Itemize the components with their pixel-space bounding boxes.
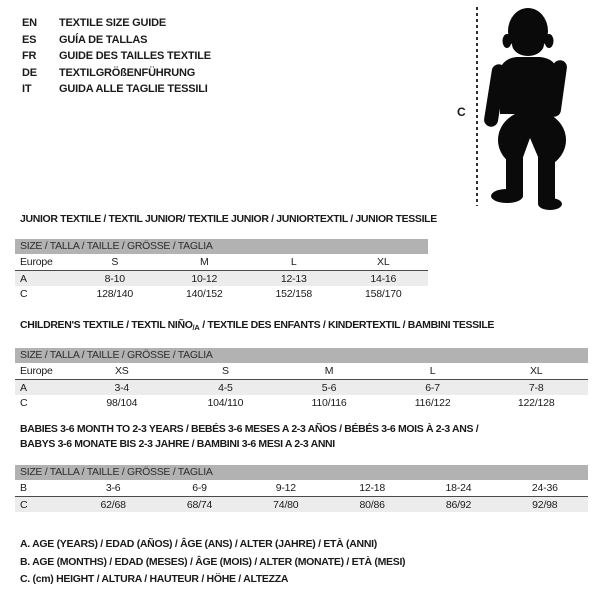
- language-code: FR: [22, 50, 37, 62]
- row-label: C: [15, 497, 70, 513]
- size-cell: M: [324, 365, 334, 377]
- size-header-bar: SIZE / TALLA / TAILLE / GRÖSSE / TAGLIA: [15, 465, 588, 480]
- language-title: GUÍA DE TALLAS: [59, 33, 148, 46]
- value-cell: 12-13: [249, 271, 339, 287]
- size-grid: [15, 480, 588, 512]
- value-cell: 92/98: [502, 497, 588, 513]
- table-row: [15, 363, 588, 380]
- value-cell: 140/152: [185, 287, 223, 300]
- language-row-en: [22, 15, 211, 32]
- language-title: TEXTILE SIZE GUIDE: [59, 17, 167, 29]
- language-row-it: [22, 81, 211, 98]
- table-row: [15, 254, 428, 271]
- language-title-list: [22, 15, 211, 98]
- table-title: JUNIOR TEXTILE / TEXTIL JUNIOR/ TEXTILE JUNIOR / JUNIORTEXTIL / JUNIOR TESSILE: [20, 213, 437, 225]
- value-cell: 62/68: [70, 497, 156, 513]
- language-code: EN: [22, 17, 37, 29]
- footnote-height: C. (cm) HEIGHT / ALTURA / HAUTEUR / HÖHE / ALTEZZA: [20, 573, 289, 585]
- language-row-de: [22, 65, 211, 82]
- value-cell: 3-4: [70, 380, 174, 396]
- language-title: GUIDA ALLE TAGLIE TESSILI: [59, 83, 208, 95]
- title-subscript: /A: [192, 323, 200, 332]
- size-cell: S: [221, 365, 229, 377]
- size-cell: XL: [377, 256, 390, 268]
- value-cell: 24-36: [531, 482, 558, 494]
- value-cell: 10-12: [160, 271, 250, 287]
- value-cell: 128/140: [96, 287, 134, 300]
- footnote-age-years: A. AGE (YEARS) / EDAD (AÑOS) / ÂGE (ANS) / ALTER (JAHRE) / ETÀ (ANNI): [20, 538, 377, 550]
- title-line: BABYS 3-6 MONATE BIS 2-3 JAHRE / BAMBINI 3-6 MESI A 2-3 ANNI: [20, 438, 335, 450]
- value-cell: 116/122: [414, 396, 451, 409]
- toddler-silhouette-icon: [480, 2, 598, 214]
- value-cell: 3-6: [105, 482, 121, 494]
- value-cell: 158/170: [364, 287, 402, 300]
- table-row: [15, 497, 588, 513]
- table-row: [15, 480, 588, 497]
- row-label: C: [20, 287, 28, 300]
- value-cell: 8-10: [70, 271, 160, 287]
- language-title: TEXTILGRÖßENFÜHRUNG: [59, 66, 196, 79]
- size-cell: S: [111, 256, 119, 268]
- title-part: CHILDREN'S TEXTILE / TEXTIL NIÑO: [20, 319, 193, 331]
- value-cell: 122/128: [517, 396, 555, 409]
- size-cell: XL: [529, 365, 543, 377]
- value-cell: 14-16: [339, 271, 429, 287]
- size-grid: [15, 363, 588, 410]
- babies-size-table: [15, 422, 588, 512]
- value-cell: 74/80: [243, 497, 329, 513]
- value-cell: 68/74: [156, 497, 242, 513]
- row-label: A: [15, 271, 70, 287]
- legend-footnotes: [20, 536, 405, 589]
- title-part: / TEXTILE DES ENFANTS / KINDERTEXTIL / BAMBINI TESSILE: [199, 319, 495, 331]
- table-title: [20, 319, 588, 334]
- value-cell: 80/86: [329, 497, 415, 513]
- value-cell: 4-5: [174, 380, 278, 396]
- row-label: A: [15, 380, 70, 396]
- value-cell: 98/104: [106, 396, 138, 409]
- table-row: [15, 380, 588, 396]
- language-code: ES: [22, 33, 37, 46]
- language-row-fr: [22, 48, 211, 65]
- row-label: C: [20, 396, 28, 409]
- size-grid: [15, 254, 428, 301]
- table-row: [15, 395, 588, 410]
- height-dashed-line: [476, 7, 478, 206]
- size-header-bar: SIZE / TALLA / TAILLE / GRÖSSE / TAGLIA: [15, 239, 428, 254]
- footnote-age-months: B. AGE (MONTHS) / EDAD (MESES) / ÂGE (MOIS) / ALTER (MONATE) / ETÀ (MESI): [20, 555, 406, 568]
- title-line: BABIES 3-6 MONTH TO 2-3 YEARS / BEBÉS 3-6 MESES A 2-3 AÑOS / BÉBÉS 3-6 MOIS À 2-3 ANS /: [20, 423, 479, 435]
- size-cell: M: [199, 256, 209, 268]
- size-cell: L: [290, 256, 297, 268]
- row-label: Europe: [20, 256, 53, 268]
- value-cell: 104/110: [207, 396, 244, 409]
- language-title: GUIDE DES TAILLES TEXTILE: [59, 50, 211, 62]
- value-cell: 5-6: [277, 380, 381, 396]
- value-cell: 7-8: [484, 380, 588, 396]
- value-cell: 152/158: [275, 287, 313, 300]
- table-title: [20, 422, 580, 452]
- value-cell: 86/92: [415, 497, 501, 513]
- height-measure-label: C: [457, 105, 466, 119]
- row-label: Europe: [20, 365, 53, 377]
- language-code: IT: [22, 83, 32, 95]
- size-cell: XS: [114, 365, 129, 377]
- junior-size-table: [15, 213, 437, 301]
- value-cell: 9-12: [275, 482, 296, 494]
- value-cell: 18-24: [445, 482, 472, 494]
- children-size-table: [15, 319, 588, 410]
- language-code: DE: [22, 66, 37, 79]
- value-cell: 6-9: [192, 482, 207, 494]
- size-header-bar: SIZE / TALLA / TAILLE / GRÖSSE / TAGLIA: [15, 348, 588, 363]
- table-row: [15, 286, 428, 301]
- table-row: [15, 271, 428, 287]
- height-measure-figure: [450, 2, 598, 214]
- size-cell: L: [429, 365, 436, 377]
- value-cell: 110/116: [311, 396, 347, 409]
- value-cell: 6-7: [381, 380, 485, 396]
- row-label: B: [20, 482, 27, 494]
- value-cell: 12-18: [359, 482, 386, 494]
- language-row-es: [22, 32, 211, 49]
